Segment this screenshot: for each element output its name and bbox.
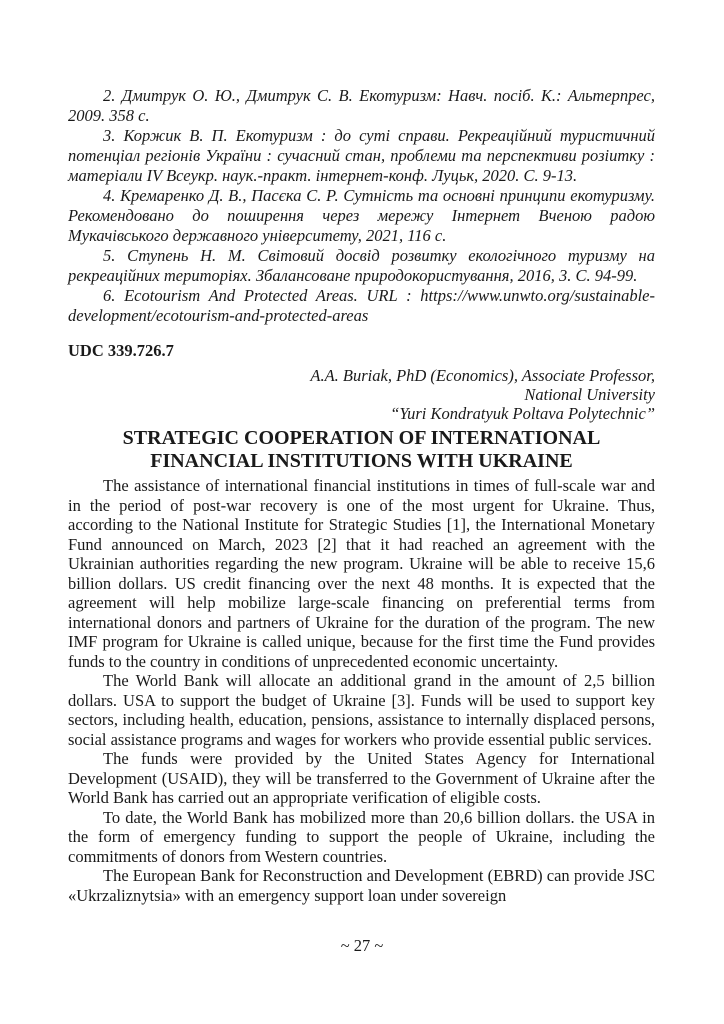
reference-list — [68, 86, 655, 326]
body-paragraph-4: To date, the World Bank has mobilized more than 20,6 billion dollars. the USA in the form of emergency funding to support the people of Ukraine, including the commitments of donors from Western countries. — [68, 807, 655, 866]
reference-item-2: 2. Дмитрук О. Ю., Дмитрук С. В. Екотуризм: Навч. посіб. К.: Альтерпрес, 2009. 358 с. — [68, 86, 655, 125]
author-name-line: A.A. Buriak, PhD (Economics), Associate Professor, — [310, 366, 655, 385]
page-content — [68, 86, 655, 905]
reference-item-3: 3. Коржик В. П. Екотуризм : до суті справи. Рекреаційний туристичний потенціал регіонів України : сучасний стан, проблеми та перспективи розіитку : матеріали IV Всеукр. наук.-практ. інтернет-конф. Луцьк, 2020. С. 9-13. — [68, 126, 655, 185]
body-paragraph-1: The assistance of international financial institutions in times of full-scale war and in the period of post-war recovery is one of the most urgent for Ukraine. Thus, according to the National Institute for Strategic Studies [1], the International Monetary Fund announced on March, 2023 [2] that it had reached an agreement with the Ukrainian authorities regarding the new program. Ukraine will be able to receive 15,6 billion dollars. US credit financing over the next 48 months. It is expected that the agreement will help mobilize large-scale financing on preferential terms from international donors and partners of Ukraine for the duration of the program. The new IMF program for Ukraine is called unique, because for the first time the Fund provides funds to the country in conditions of unprecedented economic uncertainty. — [68, 476, 655, 671]
author-affiliation-line: National University — [524, 385, 655, 404]
reference-item-4: 4. Кремаренко Д. В., Пасєка С. Р. Сутність та основні принципи екотуризму. Рекомендовано до поширення через мережу Інтернет Вченою радою Мукачівського державного університету, 2021, 116 с. — [68, 186, 655, 245]
udc-code: UDC 339.726.7 — [68, 341, 174, 360]
body-paragraph-3: The funds were provided by the United States Agency for International Development (USAID), they will be transferred to the Government of Ukraine after the World Bank has carried out an appropriate verification of eligible costs. — [68, 749, 655, 807]
article-title-line-1: STRATEGIC COOPERATION OF INTERNATIONAL — [122, 427, 601, 449]
author-block — [68, 366, 655, 423]
body-paragraph-5: The European Bank for Reconstruction and Development (EBRD) can provide JSC «Ukrzaliznytsia» with an emergency support loan under sovereign — [68, 866, 655, 905]
article-title-line-2: FINANCIAL INSTITUTIONS WITH UKRAINE — [150, 450, 573, 472]
body-paragraph-2: The World Bank will allocate an additional grand in the amount of 2,5 billion dollars. USA to support the budget of Ukraine [3]. Funds will be used to support key sectors, including health, education, pensions, assistance to internally displaced persons, social assistance programs and wages for workers who provide essential public services. — [68, 671, 655, 749]
reference-item-5: 5. Ступень Н. М. Світовий досвід розвитку екологічного туризму на рекреаційних територіях. Збалансоване природокористування, 2016, 3. С. 94-99. — [68, 246, 655, 285]
page-number: ~ 27 ~ — [340, 936, 384, 955]
article-body — [68, 476, 655, 905]
article-title — [68, 427, 655, 473]
reference-item-6: 6. Ecotourism And Protected Areas. URL : https://www.unwto.org/sustainable-development/ecotourism-and-protected-areas — [68, 286, 655, 325]
author-university-line: “Yuri Kondratyuk Poltava Polytechnic” — [390, 404, 655, 423]
